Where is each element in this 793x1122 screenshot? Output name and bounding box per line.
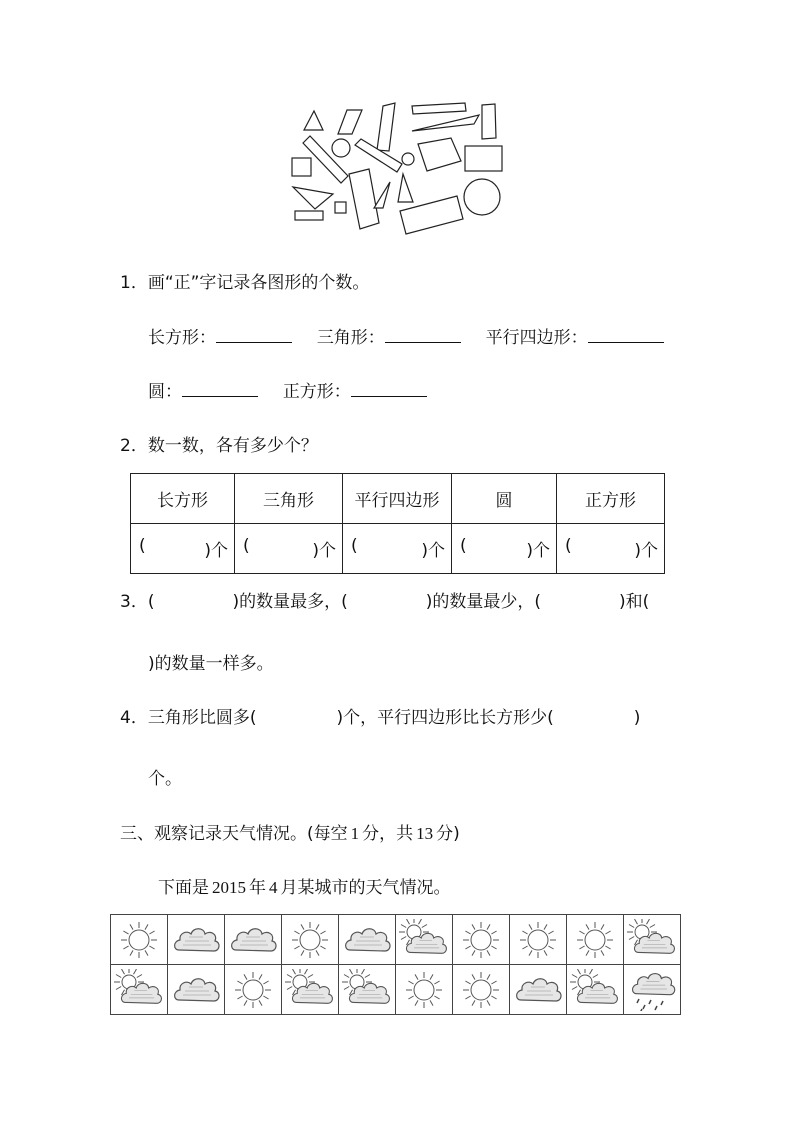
weather-cell xyxy=(510,915,567,965)
circle-shape xyxy=(464,179,500,215)
weather-cell xyxy=(225,915,282,965)
partly-cloudy-icon xyxy=(342,969,392,1011)
answer-cell-triangle[interactable]: ( )个 xyxy=(235,524,343,574)
section3-title: 三、观察记录天气情况。(每空 1 分，共 13 分) xyxy=(120,824,460,844)
cloudy-icon xyxy=(342,919,392,961)
q3-line1 xyxy=(120,587,649,612)
q3-part3: )的数量最少，( xyxy=(425,592,541,612)
sunny-icon xyxy=(228,969,278,1011)
rect-label: 长方形： xyxy=(148,328,216,348)
partly-cloudy-icon xyxy=(399,919,449,961)
answer-cell-rectangle[interactable]: ( )个 xyxy=(131,524,235,574)
sunny-icon xyxy=(456,919,506,961)
parallelogram-shape xyxy=(418,138,461,171)
sunny-icon xyxy=(456,969,506,1011)
tri-label: 三角形： xyxy=(316,328,385,348)
rectangle-shape xyxy=(412,103,466,114)
answer-cell-circle[interactable]: ( )个 xyxy=(452,524,557,574)
para-blank[interactable] xyxy=(588,324,664,343)
weather-cell xyxy=(453,965,510,1015)
parallelogram-shape xyxy=(338,110,362,134)
weather-cell xyxy=(111,965,168,1015)
header-rectangle: 长方形 xyxy=(131,474,235,524)
circle-shape xyxy=(332,139,350,157)
q3-part2: )的数量最多，( xyxy=(232,592,348,612)
q3-part1: 3．( xyxy=(120,592,155,612)
circle-blank[interactable] xyxy=(182,378,258,397)
para-label: 平行四边形： xyxy=(485,328,588,348)
shapes-illustration xyxy=(285,98,515,243)
weather-cell xyxy=(510,965,567,1015)
square-shape xyxy=(335,202,346,213)
weather-cell xyxy=(396,915,453,965)
sunny-icon xyxy=(285,919,335,961)
weather-cell xyxy=(624,965,681,1015)
header-triangle: 三角形 xyxy=(235,474,343,524)
weather-cell xyxy=(282,915,339,965)
rectangle-shape xyxy=(377,103,395,151)
partly-cloudy-icon xyxy=(285,969,335,1011)
triangle-shape xyxy=(398,174,413,202)
square-label: 正方形： xyxy=(282,382,351,402)
q1-row1 xyxy=(148,323,664,348)
answer-cell-square[interactable]: ( )个 xyxy=(557,524,665,574)
square-blank[interactable] xyxy=(351,378,427,397)
weather-cell xyxy=(624,915,681,965)
rectangle-shape xyxy=(349,169,379,229)
weather-cell xyxy=(453,915,510,965)
q3-part4: )和( xyxy=(618,592,650,612)
partly-cloudy-icon xyxy=(114,969,164,1011)
q4-part3: ) xyxy=(633,708,641,728)
rainy-icon xyxy=(627,969,677,1011)
cloudy-icon xyxy=(228,919,278,961)
q4-line2: 个。 xyxy=(148,769,182,789)
weather-row-2 xyxy=(111,965,681,1015)
count-table xyxy=(130,473,665,574)
triangle-shape xyxy=(293,187,333,209)
rect-blank[interactable] xyxy=(216,324,292,343)
q4-line1 xyxy=(120,703,640,728)
weather-cell xyxy=(567,915,624,965)
weather-cell xyxy=(339,965,396,1015)
rectangle-shape xyxy=(482,104,496,139)
triangle-shape xyxy=(374,182,390,208)
sunny-icon xyxy=(399,969,449,1011)
header-parallelogram: 平行四边形 xyxy=(343,474,452,524)
q1-row2 xyxy=(148,377,427,402)
q4-part1: 4．三角形比圆多( xyxy=(120,708,257,728)
circle-label: 圆： xyxy=(148,382,182,402)
sunny-icon xyxy=(114,919,164,961)
cloudy-icon xyxy=(171,969,221,1011)
partly-cloudy-icon xyxy=(627,919,677,961)
q2-title: 2．数一数，各有多少个？ xyxy=(120,436,318,456)
weather-row-1 xyxy=(111,915,681,965)
partly-cloudy-icon xyxy=(570,969,620,1011)
weather-table xyxy=(110,914,681,1015)
weather-cell xyxy=(339,915,396,965)
q3-line2: )的数量一样多。 xyxy=(148,654,274,674)
section3-intro: 下面是 2015 年 4 月某城市的天气情况。 xyxy=(158,878,451,898)
weather-cell xyxy=(225,965,282,1015)
weather-cell xyxy=(111,915,168,965)
sunny-icon xyxy=(513,919,563,961)
circle-shape xyxy=(402,153,414,165)
sunny-icon xyxy=(570,919,620,961)
header-square: 正方形 xyxy=(557,474,665,524)
q1-title: 1．画“正”字记录各图形的个数。 xyxy=(120,273,370,293)
weather-cell xyxy=(396,965,453,1015)
triangle-shape xyxy=(304,111,323,130)
triangle-shape xyxy=(412,115,479,131)
tri-blank[interactable] xyxy=(385,324,461,343)
weather-cell xyxy=(168,915,225,965)
cloudy-icon xyxy=(513,969,563,1011)
square-shape xyxy=(292,158,311,176)
cloudy-icon xyxy=(171,919,221,961)
answer-cell-parallelogram[interactable]: ( )个 xyxy=(343,524,452,574)
weather-cell xyxy=(567,965,624,1015)
weather-cell xyxy=(168,965,225,1015)
q4-part2: )个，平行四边形比长方形少( xyxy=(336,708,554,728)
header-circle: 圆 xyxy=(452,474,557,524)
rectangle-shape xyxy=(295,211,323,220)
rectangle-shape xyxy=(465,146,502,171)
weather-cell xyxy=(282,965,339,1015)
